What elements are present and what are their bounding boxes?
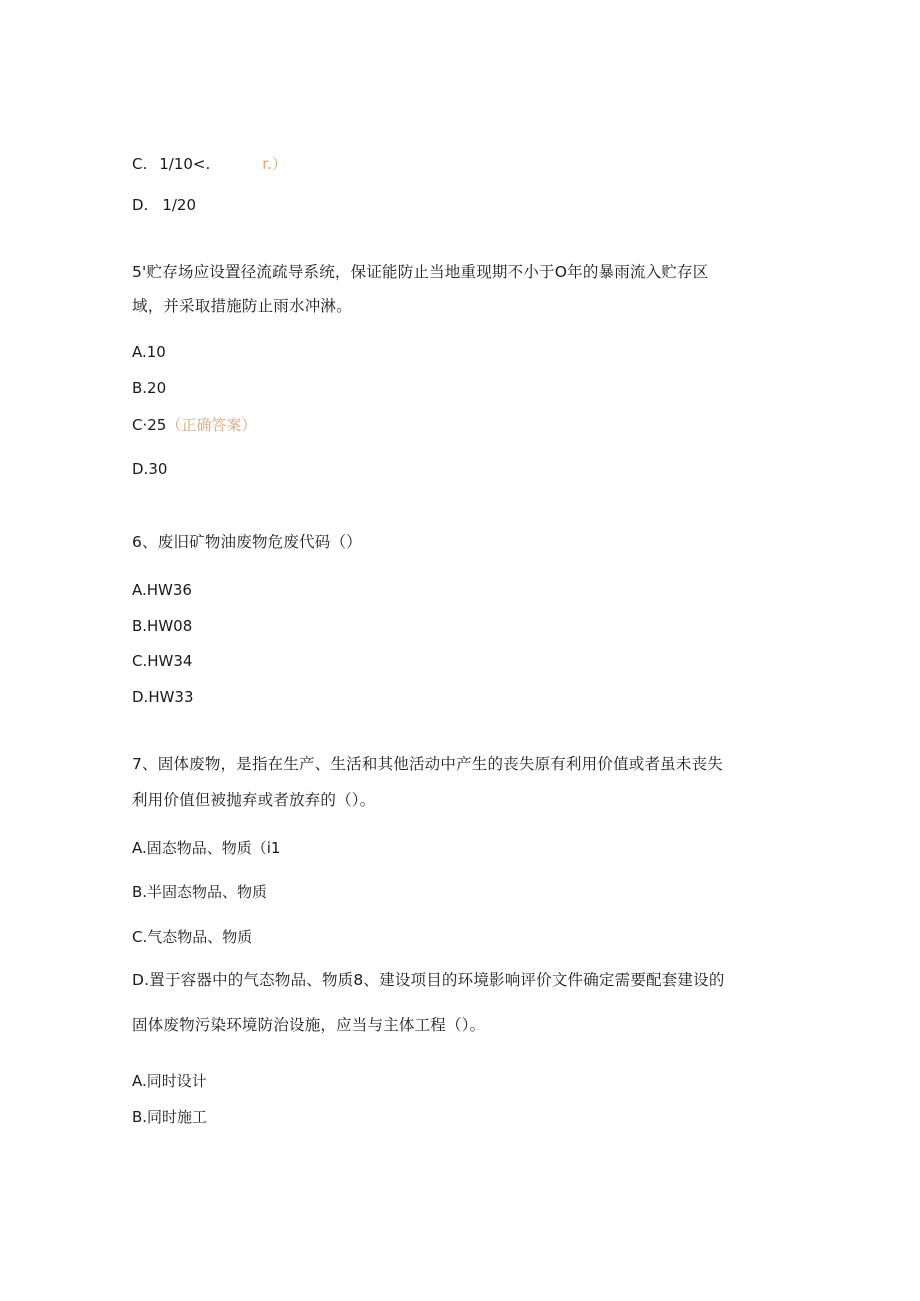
- q4-option-d-prefix: D.: [132, 196, 149, 214]
- q4-option-c-text: 1/10<.: [159, 155, 211, 173]
- q8-option-a: A.同时设计: [132, 1072, 207, 1090]
- q4-option-c-note: r.）: [262, 155, 287, 173]
- q5-stem-line2: 域，并采取措施防止雨水冲淋。: [132, 297, 352, 315]
- q7-option-a: A.固态物品、物质（i1: [132, 839, 281, 857]
- q4-option-c: [132, 154, 287, 174]
- q7-stem-line1: 7、固体废物，是指在生产、生活和其他活动中产生的丧失原有利用价值或者虽未丧失: [132, 755, 723, 773]
- q7-stem-line2: 利用价值但被抛弃或者放弃的（）。: [132, 791, 376, 809]
- q7-option-c: C.气态物品、物质: [132, 928, 253, 946]
- q4-option-d-text: 1/20: [162, 196, 197, 214]
- q7-option-b: B.半固态物品、物质: [132, 883, 268, 901]
- q5-option-a: A.10: [132, 343, 166, 361]
- q8-stem-line2: 固体废物污染环境防治设施，应当与主体工程（）。: [132, 1016, 486, 1034]
- q6-option-b: B.HW08: [132, 617, 193, 635]
- q5-stem-line1: 5'贮存场应设置径流疏导系统，保证能防止当地重现期不小于O年的暴雨流入贮存区: [132, 263, 709, 281]
- q5-option-c-text: C·25: [132, 416, 167, 434]
- q4-option-d: [132, 195, 196, 215]
- q5-correct-answer-note: （正确答案）: [166, 416, 257, 434]
- q6-option-c: C.HW34: [132, 652, 193, 670]
- q6-stem: 6、废旧矿物油废物危废代码（）: [132, 533, 362, 551]
- q5-option-d: D.30: [132, 460, 168, 478]
- q5-option-b: B.20: [132, 379, 167, 397]
- q7-option-d-and-q8-stem: D.置于容器中的气态物品、物质8、建设项目的环境影响评价文件确定需要配套建设的: [132, 971, 725, 989]
- q6-option-d: D.HW33: [132, 688, 194, 706]
- q4-option-c-prefix: C.: [132, 155, 148, 173]
- q5-option-c: [132, 415, 256, 435]
- q8-option-b: B.同时施工: [132, 1108, 208, 1126]
- q6-option-a: A.HW36: [132, 581, 192, 599]
